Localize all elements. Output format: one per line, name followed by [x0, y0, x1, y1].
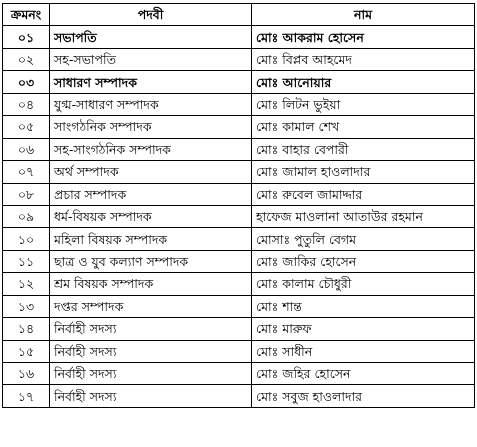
post-cell: সহ-সভাপতি: [50, 48, 252, 70]
name-cell: মোঃ কালাম চৌধুরী: [252, 273, 475, 295]
serial-cell: ০১: [3, 26, 50, 48]
header-row: [3, 4, 475, 26]
post-cell: নির্বাহী সদস্য: [50, 318, 252, 340]
table-row: [3, 71, 475, 93]
serial-cell: ১২: [3, 273, 50, 295]
post-cell: সভাপতি: [50, 26, 252, 48]
table-row: [3, 363, 475, 385]
serial-cell: ১১: [3, 250, 50, 272]
table-row: [3, 93, 475, 115]
post-cell: সহ-সাংগঠনিক সম্পাদক: [50, 138, 252, 160]
table-body: [3, 26, 475, 407]
name-cell: মোঃ জামাল হাওলাদার: [252, 161, 475, 183]
name-cell: মোঃ সবুজ হাওলাদার: [252, 385, 475, 407]
table-row: [3, 138, 475, 160]
serial-cell: ০৬: [3, 138, 50, 160]
name-cell: মোঃ বিপ্লব আহমেদ: [252, 48, 475, 70]
serial-cell: ০৯: [3, 205, 50, 227]
serial-cell: ১৪: [3, 318, 50, 340]
serial-cell: ১০: [3, 228, 50, 250]
name-cell: মোঃ সাধীন: [252, 340, 475, 362]
name-cell: মোঃ আনোয়ার: [252, 71, 475, 93]
serial-cell: ০৫: [3, 116, 50, 138]
post-cell: সাধারণ সম্পাদক: [50, 71, 252, 93]
name-cell: মোঃ কামাল শেখ: [252, 116, 475, 138]
name-cell: মোঃ বাহার বেপারী: [252, 138, 475, 160]
post-cell: ধর্ম-বিষয়ক সম্পাদক: [50, 205, 252, 227]
table-row: [3, 183, 475, 205]
name-cell: মোঃ জহির হোসেন: [252, 363, 475, 385]
table-row: [3, 250, 475, 272]
post-cell: যুগ্ম-সাধারণ সম্পাদক: [50, 93, 252, 115]
post-cell: অর্থ সম্পাদক: [50, 161, 252, 183]
table-row: [3, 161, 475, 183]
table-row: [3, 318, 475, 340]
post-cell: নির্বাহী সদস্য: [50, 385, 252, 407]
post-cell: নির্বাহী সদস্য: [50, 363, 252, 385]
table-row: [3, 26, 475, 48]
table-row: [3, 273, 475, 295]
post-cell: নির্বাহী সদস্য: [50, 340, 252, 362]
serial-cell: ০৪: [3, 93, 50, 115]
table-row: [3, 340, 475, 362]
name-column-header: নাম: [252, 4, 475, 26]
table-row: [3, 385, 475, 407]
post-column-header: পদবী: [50, 4, 252, 26]
name-cell: মোসাঃ পুতুলি বেগম: [252, 228, 475, 250]
name-cell: হাফেজ মাওলানা আতাউর রহমান: [252, 205, 475, 227]
table-row: [3, 116, 475, 138]
name-cell: মোঃ শান্ত: [252, 295, 475, 317]
name-cell: মোঃ আকরাম হোসেন: [252, 26, 475, 48]
serial-cell: ১৬: [3, 363, 50, 385]
table-row: [3, 295, 475, 317]
post-cell: দপ্তর সম্পাদক: [50, 295, 252, 317]
post-cell: ছাত্র ও যুব কল্যাণ সম্পাদক: [50, 250, 252, 272]
table-row: [3, 48, 475, 70]
serial-cell: ০২: [3, 48, 50, 70]
serial-cell: ১৫: [3, 340, 50, 362]
name-cell: মোঃ মারুফ: [252, 318, 475, 340]
serial-cell: ১৭: [3, 385, 50, 407]
committee-table: [2, 3, 475, 408]
serial-cell: ০৩: [3, 71, 50, 93]
serial-cell: ০৭: [3, 161, 50, 183]
post-cell: মহিলা বিষয়ক সম্পাদক: [50, 228, 252, 250]
serial-cell: ১৩: [3, 295, 50, 317]
name-cell: মোঃ জাকির হোসেন: [252, 250, 475, 272]
serial-cell: ০৮: [3, 183, 50, 205]
post-cell: শ্রম বিষয়ক সম্পাদক: [50, 273, 252, 295]
post-cell: সাংগঠনিক সম্পাদক: [50, 116, 252, 138]
table-row: [3, 228, 475, 250]
serial-column-header: ক্রমনং: [3, 4, 50, 26]
committee-sheet: [2, 3, 475, 408]
post-cell: প্রচার সম্পাদক: [50, 183, 252, 205]
name-cell: মোঃ লিটন ভুইয়া: [252, 93, 475, 115]
table-header: [3, 4, 475, 26]
table-row: [3, 205, 475, 227]
name-cell: মোঃ রুবেল জামাদ্দার: [252, 183, 475, 205]
